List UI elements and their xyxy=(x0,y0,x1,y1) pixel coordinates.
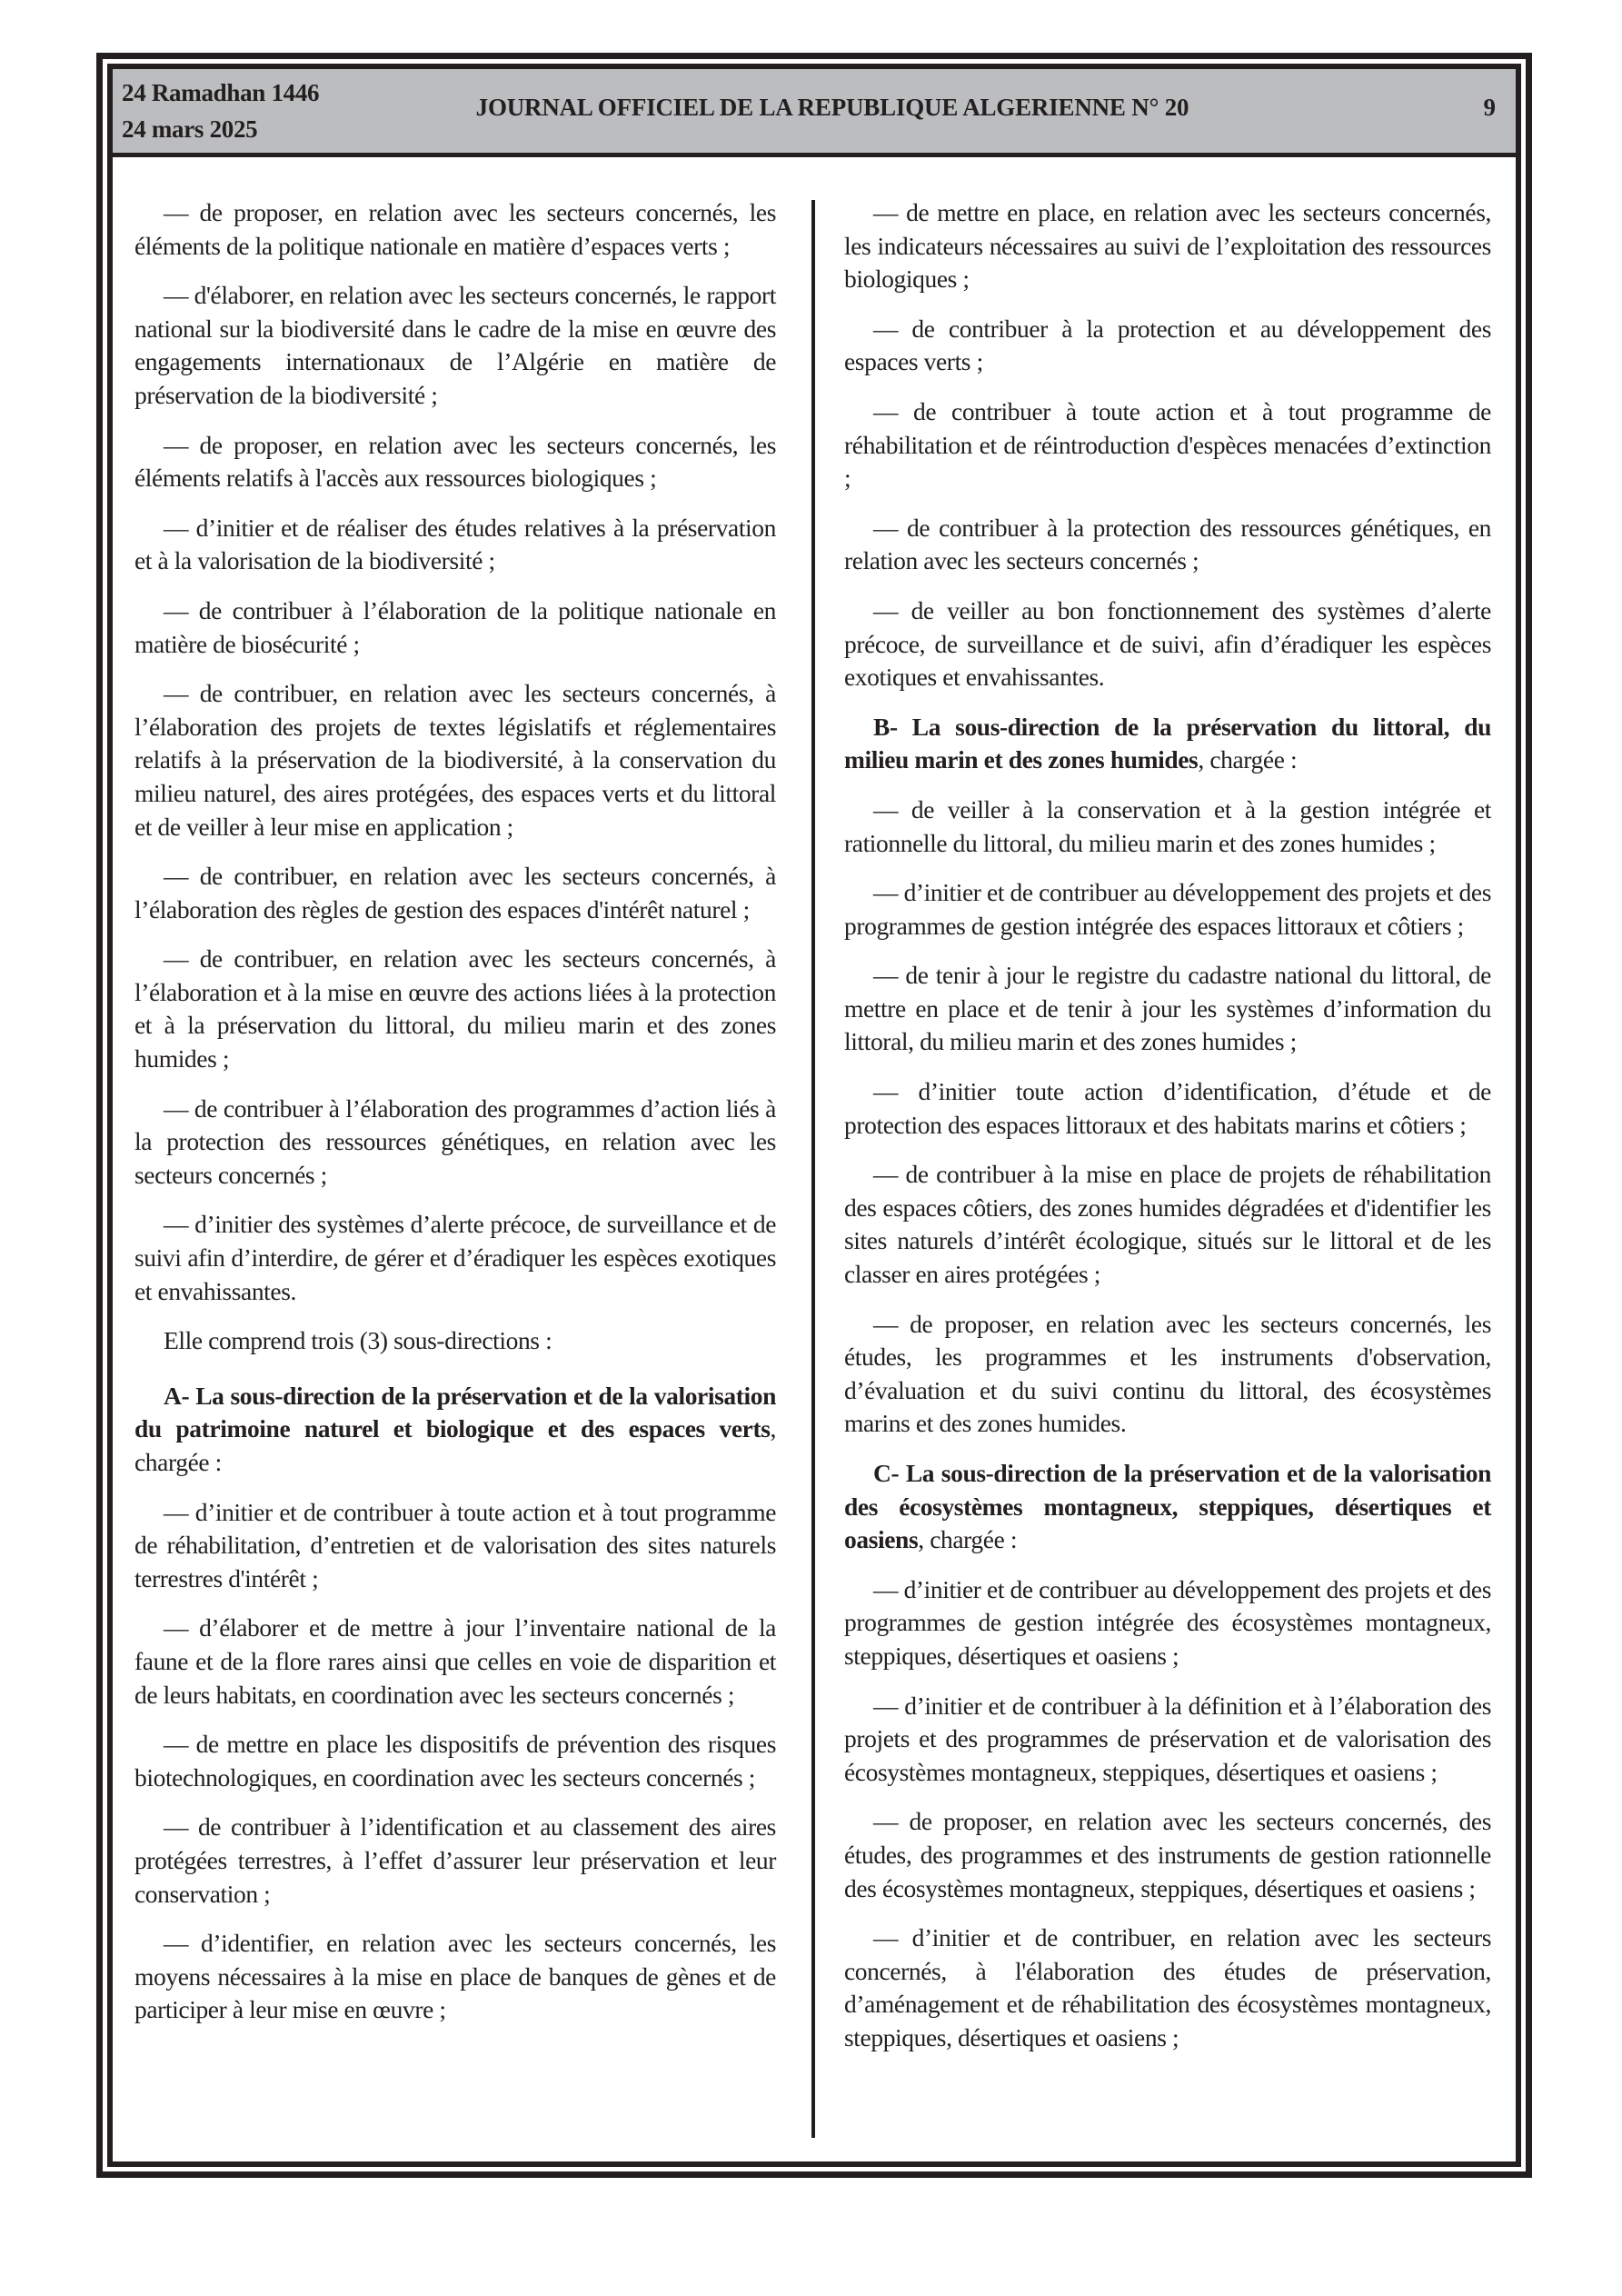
list-item: — de contribuer à la protection des ressources génétiques, en relation avec les secteurs concernés ; xyxy=(844,513,1491,575)
list-item: — d’initier et de réaliser des études relatives à la préservation et à la valorisation de la biodiversité ; xyxy=(134,513,776,575)
left-column xyxy=(134,196,776,2043)
list-item: — de contribuer, en relation avec les secteurs concernés, à l’élaboration des projets de textes législatifs et réglementaires relatifs à la préservation de la biodiversité, à la conservation du milieu naturel, des aires protégées, des espaces verts et du littoral et de veiller à leur mise en application ; xyxy=(134,679,776,841)
list-item: — de proposer, en relation avec les secteurs concernés, les études, les programmes et les instruments d'observation, d’évaluation et du suivi continu du littoral, des écosystèmes marins et des zones humides. xyxy=(844,1309,1491,1438)
page-frame-outer xyxy=(96,53,1532,2178)
list-item: — d’initier et de contribuer au développement des projets et des programmes de gestion intégrée des espaces littoraux et côtiers ; xyxy=(844,878,1492,940)
right-column xyxy=(844,196,1491,2071)
list-item: — de contribuer, en relation avec les secteurs concernés, à l’élaboration et à la mise en œuvre des actions liées à la protection et à la préservation du littoral, du milieu marin et des zones humides ; xyxy=(134,944,776,1073)
section-a-title: A- La sous-direction de la préservation et de la valorisation du patrimoine naturel et biologique et des espaces verts xyxy=(134,1381,776,1443)
list-item: — de mettre en place, en relation avec les secteurs concernés, les indicateurs nécessaires au suivi de l’exploitation des ressources biologiques ; xyxy=(844,198,1491,294)
list-item: — de contribuer à toute action et à tout programme de réhabilitation et de réintroduction d'espèces menacées d’extinction ; xyxy=(844,396,1491,493)
list-item: — de contribuer, en relation avec les secteurs concernés, à l’élaboration des règles de gestion des espaces d'intérêt naturel ; xyxy=(134,862,776,923)
list-item: — de proposer, en relation avec les secteurs concernés, les éléments de la politique nationale en matière d’espaces verts ; xyxy=(134,198,776,260)
journal-title: JOURNAL OFFICIEL DE LA REPUBLIQUE ALGERIENNE N° 20 xyxy=(475,94,1189,121)
hijri-date: 24 Ramadhan 1446 xyxy=(122,79,320,106)
section-b-suffix: , chargée : xyxy=(1198,745,1298,774)
list-item: — d’initier toute action d’identification, d’étude et de protection des espaces littoraux et des habitats marins et côtiers ; xyxy=(844,1077,1491,1139)
section-c-suffix: , chargée : xyxy=(918,1525,1018,1554)
list-item: — d’identifier, en relation avec les secteurs concernés, les moyens nécessaires à la mise en place de banques de gènes et de participer à leur mise en œuvre ; xyxy=(134,1929,776,2024)
list-item: — de contribuer à la protection et au développement des espaces verts ; xyxy=(844,314,1491,376)
section-a-suffix: , chargée : xyxy=(134,1414,776,1476)
column-divider xyxy=(811,200,815,2138)
section-a-heading xyxy=(134,1380,776,1480)
section-b-title: B- La sous-direction de la préservation du littoral, du milieu marin et des zones humides xyxy=(844,712,1491,774)
page-number: 9 xyxy=(1483,94,1496,121)
list-item: — d'élaborer, en relation avec les secteurs concernés, le rapport national sur la biodiversité dans le cadre de la mise en œuvre des engagements internationaux de l’Algérie en matière de préservation de la biodiversité ; xyxy=(134,281,776,409)
list-item: — de tenir à jour le registre du cadastre national du littoral, de mettre en place et de tenir à jour les systèmes d’information du littoral, du milieu marin et des zones humides ; xyxy=(844,961,1491,1056)
running-header xyxy=(113,69,1516,157)
section-c-heading xyxy=(844,1457,1491,1557)
list-item: — de veiller à la conservation et à la gestion intégrée et rationnelle du littoral, du milieu marin et des zones humides ; xyxy=(844,794,1491,857)
list-item: — de veiller au bon fonctionnement des systèmes d’alerte précoce, de surveillance et de suivi, afin d’éradiquer les espèces exotiques et envahissantes. xyxy=(844,595,1491,692)
list-item: — de proposer, en relation avec les secteurs concernés, des études, des programmes et des instruments de gestion rationnelle des écosystèmes montagneux, steppiques, désertiques et oasiens ; xyxy=(844,1807,1491,1902)
body-columns xyxy=(113,196,1516,2161)
section-b-heading xyxy=(844,711,1491,777)
list-item: — d’initier des systèmes d’alerte précoce, de surveillance et de suivi afin d’interdire, de gérer et d’éradiquer les espèces exotiques et envahissantes. xyxy=(134,1210,776,1305)
page-frame-inner xyxy=(107,64,1521,2167)
list-item: — de mettre en place les dispositifs de prévention des risques biotechnologiques, en coordination avec les secteurs concernés ; xyxy=(134,1730,776,1792)
list-item: — d’élaborer et de mettre à jour l’inventaire national de la faune et de la flore rares ainsi que celles en voie de disparition et de leurs habitats, en coordination avec les secteurs concernés ; xyxy=(134,1613,776,1709)
list-item: — de contribuer à l’élaboration des programmes d’action liés à la protection des ressources génétiques, en relation avec les secteurs concernés ; xyxy=(134,1093,776,1189)
section-c-title: C- La sous-direction de la préservation et de la valorisation des écosystèmes montagneux, steppiques, désertiques et oasiens xyxy=(844,1459,1491,1554)
list-item: — d’initier et de contribuer à toute action et à tout programme de réhabilitation, d’entretien et de valorisation des sites naturels terrestres d'intérêt ; xyxy=(134,1497,776,1592)
gregorian-date: 24 mars 2025 xyxy=(122,115,258,143)
list-item: — d’initier et de contribuer au développement des projets et des programmes de gestion intégrée des écosystèmes montagneux, steppiques, désertiques et oasiens ; xyxy=(844,1574,1492,1670)
list-item: — de contribuer à l’élaboration de la politique nationale en matière de biosécurité ; xyxy=(134,595,776,658)
subdirections-intro: Elle comprend trois (3) sous-directions : xyxy=(164,1326,552,1355)
list-item: — d’initier et de contribuer, en relation avec les secteurs concernés, à l'élaboration des études de préservation, d’aménagement et de réhabilitation des écosystèmes montagneux, steppiques, désertiques et oasiens ; xyxy=(844,1923,1491,2051)
list-item: — d’initier et de contribuer à la définition et à l’élaboration des projets et des programmes de préservation et de valorisation des écosystèmes montagneux, steppiques, désertiques et oasiens ; xyxy=(844,1691,1491,1786)
list-item: — de proposer, en relation avec les secteurs concernés, les éléments relatifs à l'accès aux ressources biologiques ; xyxy=(134,430,776,493)
list-item: — de contribuer à la mise en place de projets de réhabilitation des espaces côtiers, des zones humides dégradées et d'identifier les sites naturels d’intérêt écologique, situés sur le littoral et de les classer en aires protégées ; xyxy=(844,1160,1491,1289)
list-item: — de contribuer à l’identification et au classement des aires protégées terrestres, à l’effet d’assurer leur préservation et leur conservation ; xyxy=(134,1812,776,1908)
